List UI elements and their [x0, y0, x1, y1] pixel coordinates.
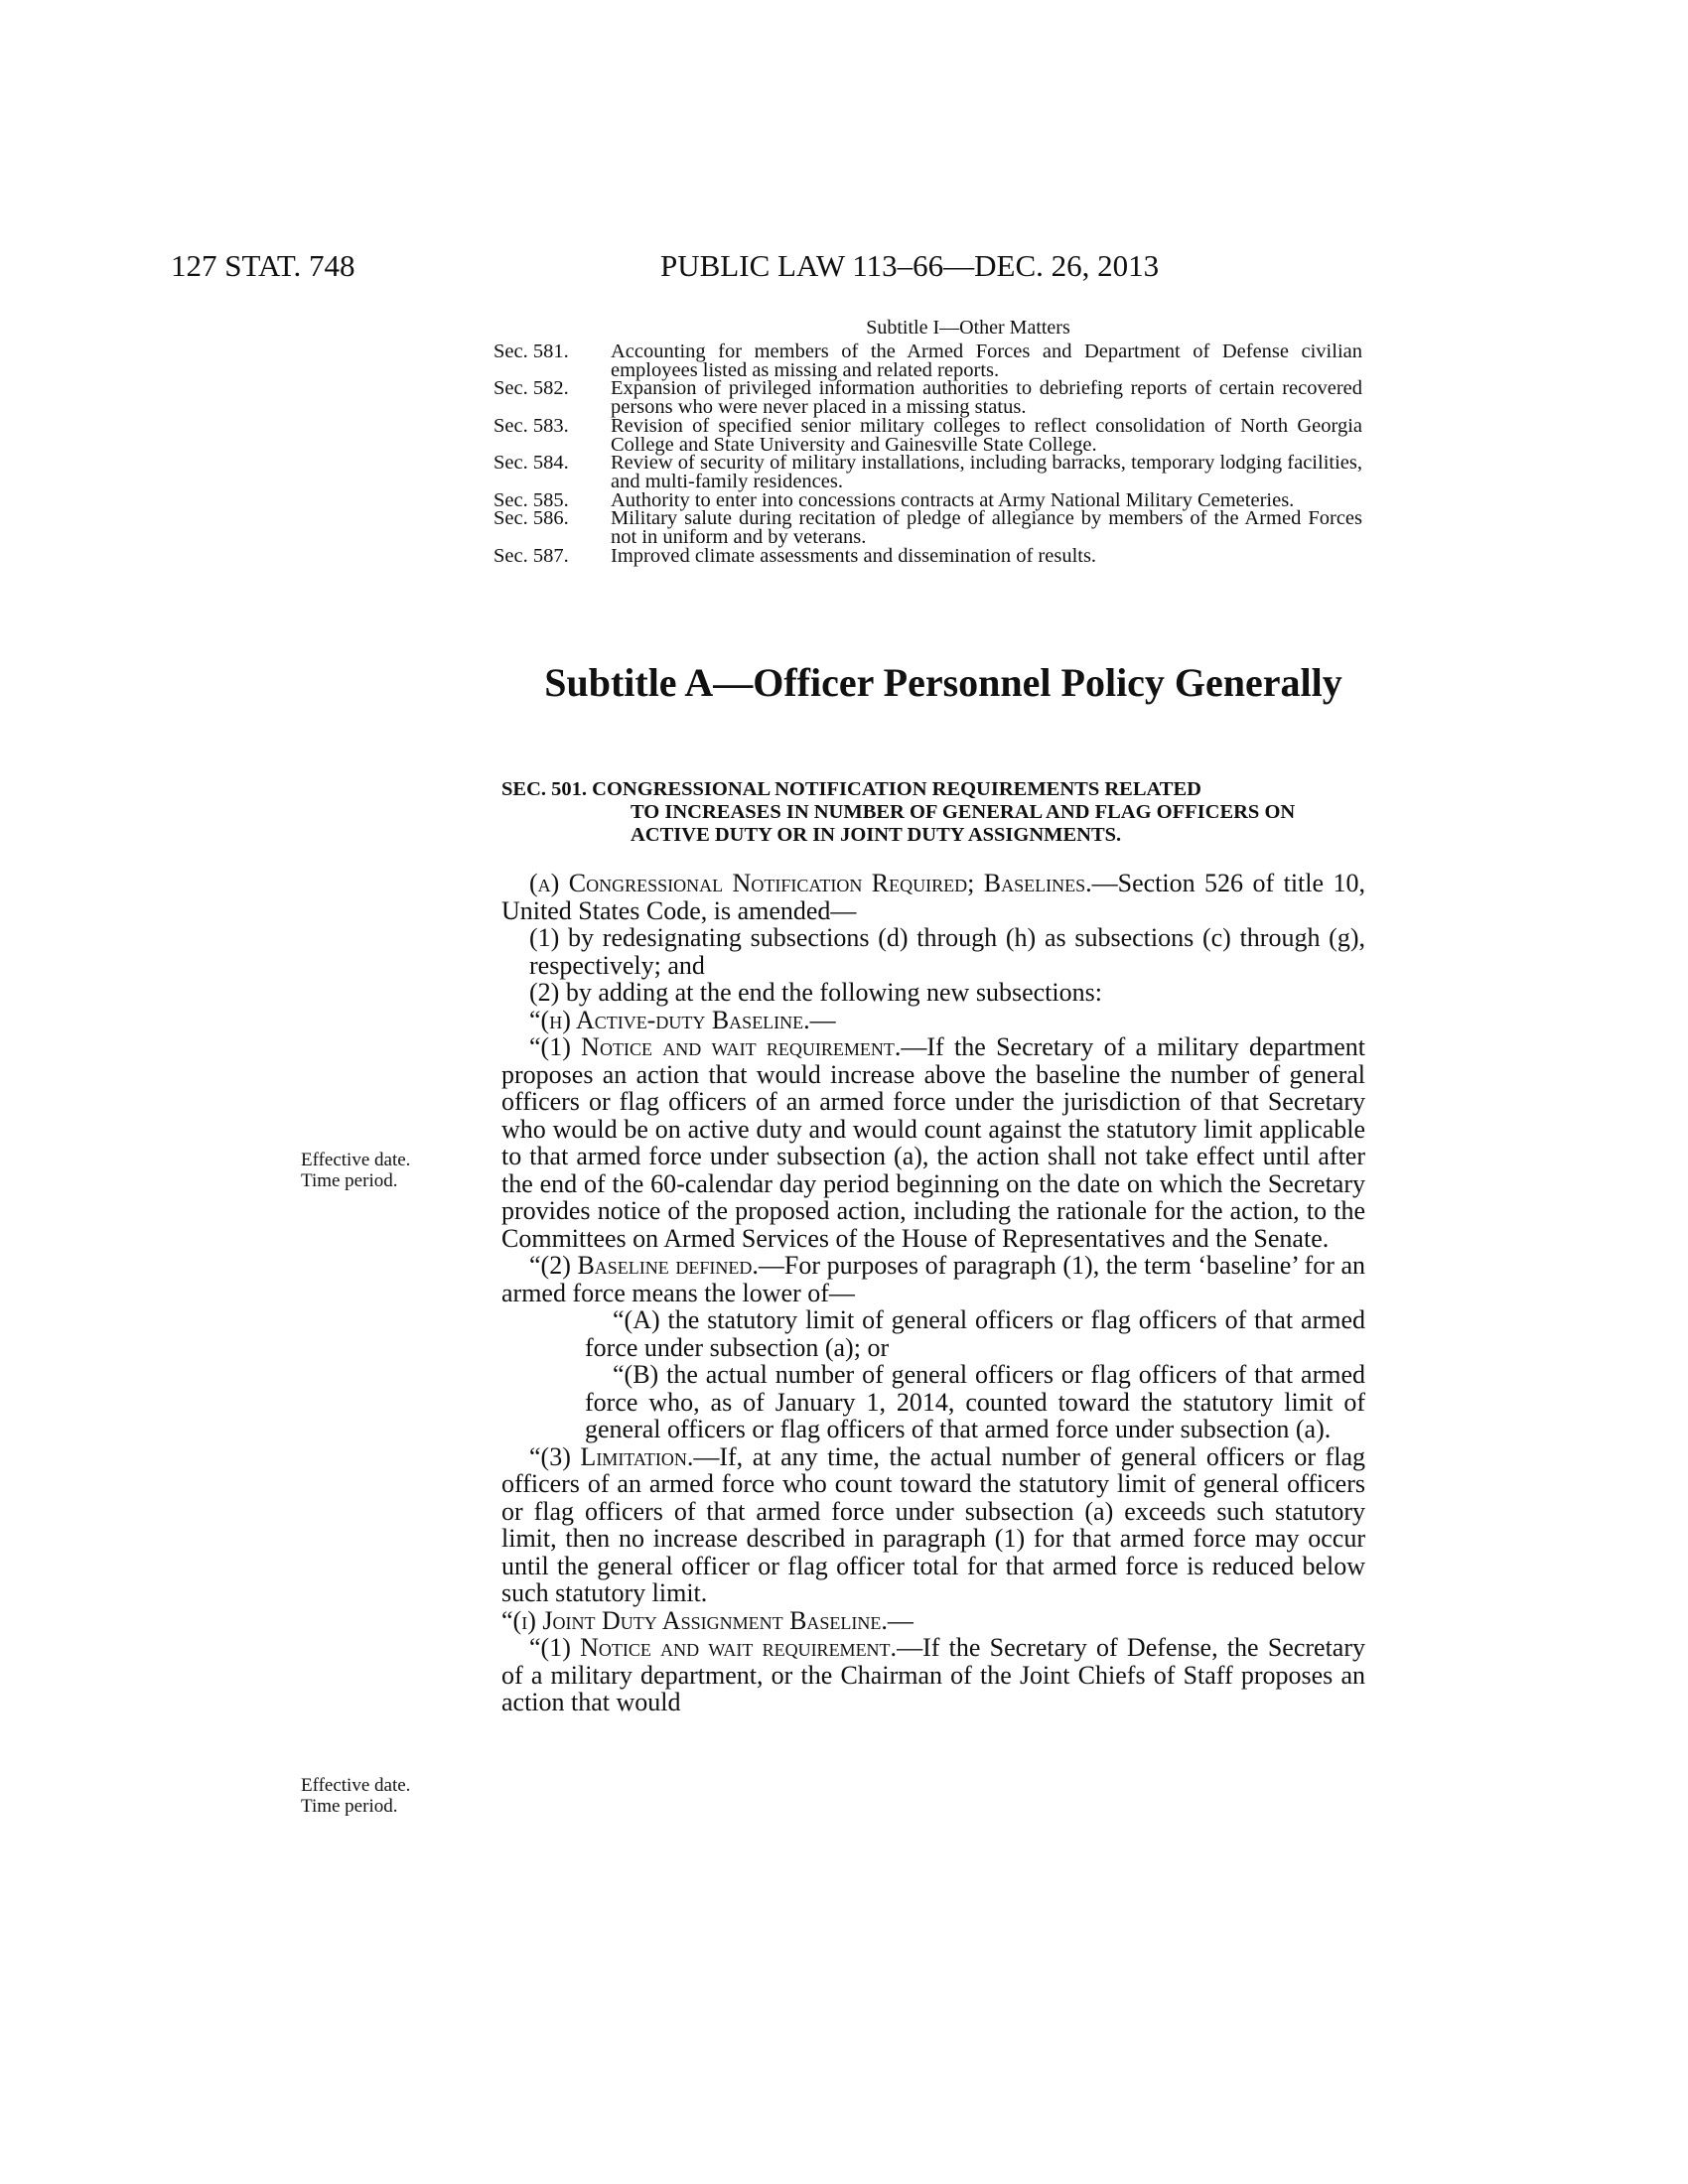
margin-note-line: Effective date. [301, 1775, 411, 1796]
paragraph-1 [501, 924, 1365, 979]
toc-entry-number: Sec. 587. [493, 544, 569, 567]
subsection-a-text: —Section 526 of title 10, United States Code, is amended— [501, 869, 1365, 925]
toc-entry-text: Authority to enter into concessions contracts at Army National Military Cemeteries. [611, 488, 1295, 511]
toc-entry-text: Military salute during recitation of pledge of allegiance by members of the Armed Forces not in uniform and by veterans. [611, 507, 1362, 549]
section-heading [501, 778, 1365, 847]
margin-note-line: Time period. [301, 1796, 398, 1817]
paragraph-i1 [501, 1634, 1365, 1716]
subsection-i-heading-text: “(i) Joint Duty Assignment Baseline.— [501, 1605, 914, 1635]
toc-entry-number: Sec. 581. [493, 341, 569, 362]
margin-note-line: Effective date. [301, 1150, 411, 1170]
toc-entry [493, 377, 1362, 419]
subsection-a [501, 870, 1365, 924]
subparagraph-A-text: “(A) the statutory limit of general officers or flag officers of that armed force under subsection (a); or [585, 1305, 1365, 1362]
paragraph-i1-text: —If the Secretary of Defense, the Secretary of a military department, or the Chairman of the Joint Chiefs of Staff proposes an action that would [501, 1633, 1366, 1716]
paragraph-h3-heading: “(3) Limitation. [529, 1441, 694, 1471]
section-body [501, 870, 1365, 1716]
subsection-h-heading [501, 1007, 1365, 1034]
paragraph-2 [501, 979, 1365, 1007]
toc-entry [493, 342, 1362, 379]
subtitle-heading: Subtitle A—Officer Personnel Policy Generally [544, 660, 1342, 705]
paragraph-h3-text: —If, at any time, the actual number of general officers or flag officers of an armed force who count toward the statutory limit of general officers or flag officers of that armed force under subsection (a) exceeds such statutory limit, then no increase described in paragraph (1) for that armed force may occur until the general officer or flag officer total for that armed force is reduced below such statutory limit. [501, 1441, 1365, 1607]
subparagraph-A [501, 1306, 1365, 1361]
margin-note-line: Time period. [301, 1170, 398, 1191]
toc-entry [493, 544, 1362, 567]
subsection-h-heading-text: “(h) Active-duty Baseline.— [529, 1005, 836, 1034]
toc-entry-number: Sec. 584. [493, 452, 569, 475]
toc-entry-text: Accounting for members of the Armed Forces and Department of Defense civilian employees listed as missing and related reports. [611, 341, 1362, 381]
toc-entry-number: Sec. 585. [493, 488, 569, 511]
toc-entry [493, 414, 1362, 456]
toc-entry-number: Sec. 582. [493, 377, 569, 400]
section-heading-rest: TO INCREASES IN NUMBER OF GENERAL AND FLAG OFFICERS ON ACTIVE DUTY OR IN JOINT DUTY ASSIGNMENTS. [631, 801, 1296, 846]
page-stat-number: 127 STAT. 748 [171, 248, 355, 283]
toc-entry [493, 454, 1362, 490]
toc-entry [493, 507, 1362, 549]
toc-entry-text: Expansion of privileged information authorities to debriefing reports of certain recovered persons who were never placed in a missing status. [611, 377, 1362, 419]
subparagraph-B [501, 1361, 1365, 1443]
toc-entry-number: Sec. 586. [493, 507, 569, 530]
subsection-a-heading: (a) Congressional Notification Required; Baselines. [529, 869, 1092, 897]
subparagraph-B-text: “(B) the actual number of general officers or flag officers of that armed force who, as of January 1, 2014, counted toward the statutory limit of general officers or flag officers of that armed force under subsection (a). [585, 1360, 1365, 1443]
table-of-contents [493, 342, 1362, 565]
paragraph-h1 [501, 1033, 1365, 1252]
paragraph-h1-text: —If the Secretary of a military department proposes an action that would increase above the baseline the number of general officers or flag officers of an armed force under the jurisdiction of that Secretary who would be on active duty and would count against the statutory limit applicable to that armed force under subsection (a), the action shall not take effect until after the end of the 60-calendar day period beginning on the date on which the Secretary provides notice of the proposed action, including the rationale for the action, to the Committees on Armed Services of the House of Representatives and the Senate. [501, 1032, 1365, 1253]
section-heading-line1: CONGRESSIONAL NOTIFICATION REQUIREMENTS RELATED [592, 778, 1201, 800]
paragraph-h2-text: —For purposes of paragraph (1), the term ‘baseline’ for an armed force means the lower of— [501, 1251, 1365, 1307]
toc-entry-number: Sec. 583. [493, 414, 569, 437]
paragraph-h1-heading: “(1) Notice and wait requirement. [529, 1032, 902, 1061]
paragraph-h2 [501, 1252, 1365, 1306]
toc-entry-text: Review of security of military installations, including barracks, temporary lodging facilities, and multi-family residences. [611, 452, 1362, 492]
toc-entry-text: Revision of specified senior military colleges to reflect consolidation of North Georgia College and State University and Gainesville State College. [611, 414, 1362, 456]
running-header: PUBLIC LAW 113–66—DEC. 26, 2013 [660, 248, 1160, 283]
margin-note [301, 1150, 410, 1191]
section-number: SEC. 501. [501, 778, 588, 800]
toc-entry-text: Improved climate assessments and dissemination of results. [611, 544, 1097, 567]
subsection-i-heading [501, 1607, 1365, 1635]
paragraph-i1-heading: “(1) Notice and wait requirement. [529, 1633, 898, 1662]
paragraph-1-text: (1) by redesignating subsections (d) through (h) as subsections (c) through (g), respectively; and [529, 923, 1365, 980]
paragraph-2-text: (2) by adding at the end the following new subsections: [529, 978, 1102, 1007]
paragraph-h3 [501, 1443, 1365, 1607]
toc-subtitle: Subtitle I—Other Matters [866, 317, 1070, 339]
margin-note [301, 1775, 410, 1817]
paragraph-h2-heading: “(2) Baseline defined. [529, 1251, 759, 1280]
